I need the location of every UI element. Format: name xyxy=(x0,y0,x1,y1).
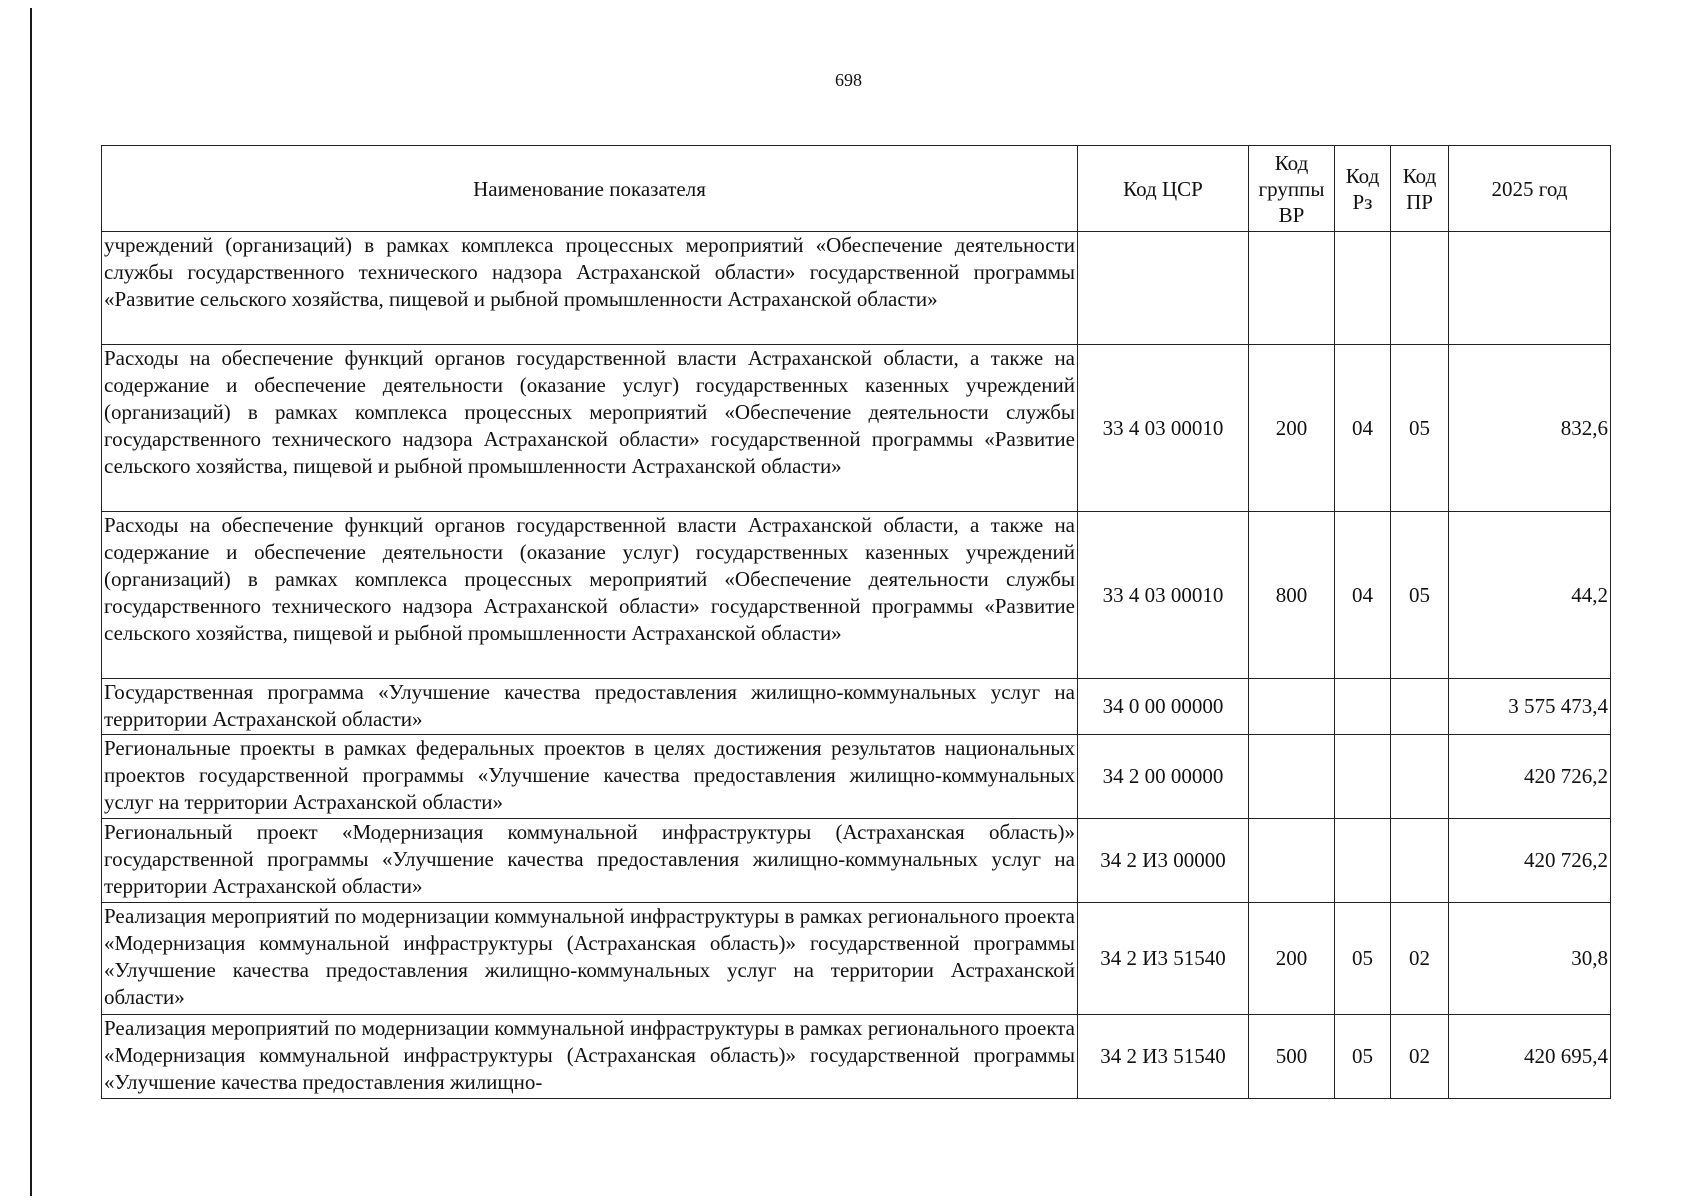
row-vr xyxy=(1249,679,1335,735)
table-row xyxy=(102,232,1611,345)
row-rz: 04 xyxy=(1335,512,1391,679)
table-row xyxy=(102,512,1611,679)
row-amount: 420 726,2 xyxy=(1449,735,1611,819)
row-csr: 34 0 00 00000 xyxy=(1078,679,1249,735)
row-rz xyxy=(1335,232,1391,345)
row-vr: 200 xyxy=(1249,903,1335,1015)
row-rz xyxy=(1335,819,1391,903)
row-name: Региональные проекты в рамках федеральных проектов в целях достижения результатов национальных проектов государственной программы «Улучшение качества предоставления жилищно-коммунальных услуг на территории Астраханской области» xyxy=(102,735,1078,819)
row-name: Региональный проект «Модернизация коммунальной инфраструктуры (Астраханская область)» государственной программы «Улучшение качества предоставления жилищно-коммунальных услуг на территории Астраханской области» xyxy=(102,819,1078,903)
row-csr: 34 2 И3 51540 xyxy=(1078,903,1249,1015)
row-csr: 33 4 03 00010 xyxy=(1078,345,1249,512)
row-name: Расходы на обеспечение функций органов государственной власти Астраханской области, а также на содержание и обеспечение деятельности (оказание услуг) государственных казенных учреждений (организаций) в рамках комплекса процессных мероприятий «Обеспечение деятельности службы государственного технического надзора Астраханской области» государственной программы «Развитие сельского хозяйства, пищевой и рыбной промышленности Астраханской области» xyxy=(102,512,1078,679)
row-pr: 02 xyxy=(1391,1015,1449,1099)
row-pr xyxy=(1391,819,1449,903)
row-pr xyxy=(1391,735,1449,819)
row-vr: 500 xyxy=(1249,1015,1335,1099)
row-vr: 200 xyxy=(1249,345,1335,512)
row-pr xyxy=(1391,679,1449,735)
row-csr: 34 2 И3 51540 xyxy=(1078,1015,1249,1099)
header-csr: Код ЦСР xyxy=(1078,146,1249,232)
row-name: учреждений (организаций) в рамках комплекса процессных мероприятий «Обеспечение деятельности службы государственного технического надзора Астраханской области» государственной программы «Развитие сельского хозяйства, пищевой и рыбной промышленности Астраханской области» xyxy=(102,232,1078,345)
row-rz: 04 xyxy=(1335,345,1391,512)
row-vr xyxy=(1249,819,1335,903)
row-name: Расходы на обеспечение функций органов государственной власти Астраханской области, а также на содержание и обеспечение деятельности (оказание услуг) государственных казенных учреждений (организаций) в рамках комплекса процессных мероприятий «Обеспечение деятельности службы государственного технического надзора Астраханской области» государственной программы «Развитие сельского хозяйства, пищевой и рыбной промышленности Астраханской области» xyxy=(102,345,1078,512)
table-row xyxy=(102,1015,1611,1099)
left-margin-line xyxy=(30,8,32,1196)
row-vr xyxy=(1249,735,1335,819)
page-number: 698 xyxy=(835,70,862,90)
table-row xyxy=(102,679,1611,735)
row-csr: 33 4 03 00010 xyxy=(1078,512,1249,679)
row-name: Государственная программа «Улучшение качества предоставления жилищно-коммунальных услуг на территории Астраханской области» xyxy=(102,679,1078,735)
row-csr: 34 2 00 00000 xyxy=(1078,735,1249,819)
table-row xyxy=(102,819,1611,903)
row-csr xyxy=(1078,232,1249,345)
row-amount: 832,6 xyxy=(1449,345,1611,512)
row-amount: 3 575 473,4 xyxy=(1449,679,1611,735)
row-vr xyxy=(1249,232,1335,345)
row-rz: 05 xyxy=(1335,1015,1391,1099)
row-name: Реализация мероприятий по модернизации коммунальной инфраструктуры в рамках регионального проекта «Модернизация коммунальной инфраструктуры (Астраханская область)» государственной программы «Улучшение качества предоставления жилищно-коммунальных услуг на территории Астраханской области» xyxy=(102,903,1078,1015)
budget-table xyxy=(101,145,1611,1099)
row-pr: 02 xyxy=(1391,903,1449,1015)
row-amount xyxy=(1449,232,1611,345)
row-csr: 34 2 И3 00000 xyxy=(1078,819,1249,903)
header-rz: Код Рз xyxy=(1335,146,1391,232)
header-year: 2025 год xyxy=(1449,146,1611,232)
row-rz: 05 xyxy=(1335,903,1391,1015)
header-name: Наименование показателя xyxy=(102,146,1078,232)
row-pr: 05 xyxy=(1391,512,1449,679)
row-amount: 420 726,2 xyxy=(1449,819,1611,903)
row-amount: 44,2 xyxy=(1449,512,1611,679)
row-amount: 30,8 xyxy=(1449,903,1611,1015)
header-vr: Код группы ВР xyxy=(1249,146,1335,232)
header-pr: Код ПР xyxy=(1391,146,1449,232)
row-pr xyxy=(1391,232,1449,345)
row-amount: 420 695,4 xyxy=(1449,1015,1611,1099)
table-row xyxy=(102,735,1611,819)
row-pr: 05 xyxy=(1391,345,1449,512)
row-rz xyxy=(1335,735,1391,819)
row-rz xyxy=(1335,679,1391,735)
row-vr: 800 xyxy=(1249,512,1335,679)
row-name: Реализация мероприятий по модернизации коммунальной инфраструктуры в рамках регионального проекта «Модернизация коммунальной инфраструктуры (Астраханская область)» государственной программы «Улучшение качества предоставления жилищно- xyxy=(102,1015,1078,1099)
table-row xyxy=(102,903,1611,1015)
table-header-row xyxy=(102,146,1611,232)
table-row xyxy=(102,345,1611,512)
